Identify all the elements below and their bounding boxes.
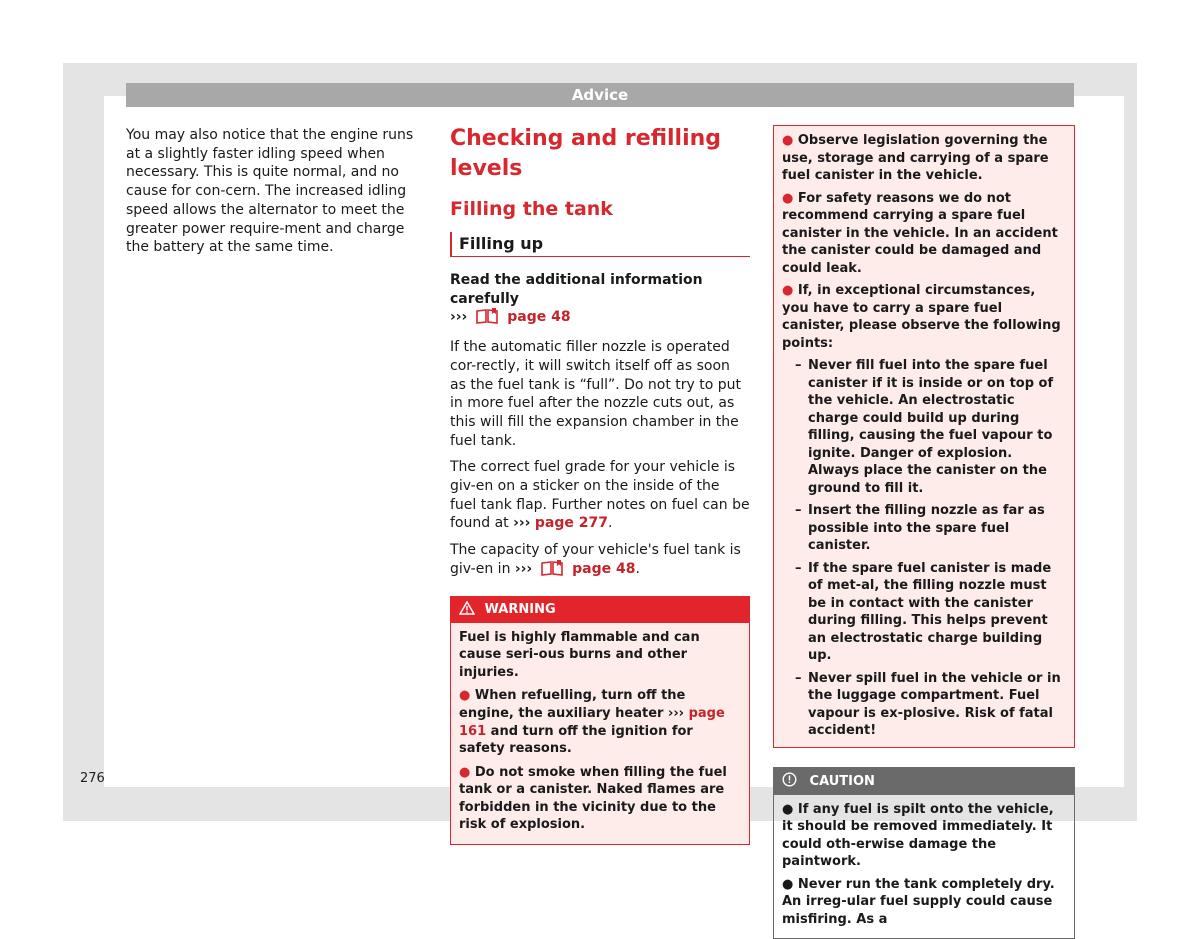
warning-item-text: If, in exceptional circumstances, you have to carry a spare fuel canister, please observe the following points: xyxy=(782,283,1061,351)
capacity-paragraph xyxy=(450,541,750,581)
subsection-heading: Filling up xyxy=(450,232,750,257)
section-heading: Filling the tank xyxy=(450,198,613,220)
bullet-icon: ● xyxy=(782,283,794,298)
read-more-block xyxy=(450,271,750,330)
dash-marker: – xyxy=(795,503,802,518)
warning-bullet xyxy=(782,132,1066,185)
warning-body xyxy=(451,623,749,845)
warning-bullet-text: When refuelling, turn off the engine, the auxiliary heater xyxy=(459,688,686,721)
left-column xyxy=(126,126,422,265)
warning-subitem xyxy=(782,560,1066,665)
bullet-icon: ● xyxy=(782,133,794,148)
warning-box xyxy=(450,596,750,846)
fuel-grade-text: The correct fuel grade for your vehicle is giv-en on a sticker on the inside of the fuel tank flap. Further notes on fuel can be found at xyxy=(450,459,750,532)
book-reference-icon xyxy=(540,560,564,582)
bullet-icon: ● xyxy=(782,801,794,817)
caution-title: CAUTION xyxy=(809,773,875,789)
warning-bullet-text: Do not smoke when filling the fuel tank or a canister. Naked flames are forbidden in the vicinity due to the risk of explosion. xyxy=(459,764,727,833)
warning-header xyxy=(451,597,749,623)
caution-box xyxy=(773,767,1075,939)
bullet-icon: ● xyxy=(459,688,471,704)
warning-subitem-text: Never spill fuel in the vehicle or in the luggage compartment. Fuel vapour is ex-plosive. Risk of fatal accident! xyxy=(808,670,1061,738)
read-more-link[interactable]: page 48 xyxy=(507,309,571,326)
reference-arrows: ››› xyxy=(513,515,531,532)
reference-arrows: ››› xyxy=(450,309,468,326)
chapter-heading: Checking and refilling levels xyxy=(450,126,722,181)
bullet-icon: ● xyxy=(782,190,794,206)
right-column xyxy=(773,125,1075,939)
nozzle-paragraph: If the automatic filler nozzle is operated cor-rectly, it will switch itself off as soon as the fuel tank is “full”. Do not try to put in more fuel after the nozzle cuts out, as this will fill the expansion chamber in the fuel tank. xyxy=(450,339,742,449)
caution-header xyxy=(774,768,1074,795)
dash-marker: – xyxy=(795,670,802,686)
warning-subitem-text: Insert the filling nozzle as far as possible into the spare fuel canister. xyxy=(808,503,1045,553)
middle-column xyxy=(450,124,750,845)
reference-arrows: ››› xyxy=(667,705,685,721)
warning-bullet xyxy=(459,764,741,834)
warning-item-text: Observe legislation governing the use, storage and carrying of a spare fuel canister in the vehicle. xyxy=(782,133,1049,183)
warning-bullet xyxy=(459,687,741,757)
caution-body xyxy=(774,795,1074,938)
bullet-icon: ● xyxy=(782,876,794,892)
fuel-grade-paragraph xyxy=(450,458,750,533)
section-header: Advice xyxy=(126,83,1074,107)
warning-item-text: For safety reasons we do not recommend carrying a spare fuel canister in the vehicle. In an accident the canister could be damaged and could leak. xyxy=(782,190,1058,276)
punctuation: . xyxy=(607,515,613,532)
warning-subitem xyxy=(782,357,1066,497)
caution-item-text: If any fuel is spilt onto the vehicle, it should be removed immediately. It could oth-erwise damage the paintwork. xyxy=(782,801,1054,870)
warning-continuation-box xyxy=(773,125,1075,748)
warning-subitem-text: Never fill fuel into the spare fuel canister if it is inside or on top of the vehicle. An electrostatic charge could build up during filling, causing the fuel vapour to ignite. Danger of explosion. Always place the canister on the ground to fill it. xyxy=(808,358,1054,496)
capacity-text: The capacity of your vehicle's fuel tank is giv-en in xyxy=(450,542,741,577)
dash-marker: – xyxy=(795,560,802,576)
warning-bullet xyxy=(782,282,1066,352)
dash-marker: – xyxy=(795,358,802,373)
warning-subitem-text: If the spare fuel canister is made of met-al, the filling nozzle must be in contact with the canister during filling. This helps prevent an electrostatic charge building up. xyxy=(808,560,1052,663)
read-more-text: Read the additional information carefully xyxy=(450,272,703,307)
page-number: 276 xyxy=(80,771,105,786)
punctuation: . xyxy=(635,560,640,577)
left-paragraph: You may also notice that the engine runs at a slightly faster idling speed when necessary. This is quite normal, and no cause for con-cern. The increased idling speed allows the alternator to meet the greater power require-ment and charge the battery at the same time. xyxy=(126,127,414,256)
fuel-page-link[interactable]: page 277 xyxy=(534,515,608,532)
book-reference-icon xyxy=(475,308,499,330)
warning-bullet-text: and turn off the ignition for safety reasons. xyxy=(459,723,693,757)
warning-subitem xyxy=(782,670,1066,740)
heater-page-link[interactable]: page 161 xyxy=(459,705,725,739)
caution-circle-icon xyxy=(782,774,810,789)
reference-arrows: ››› xyxy=(514,560,533,577)
capacity-page-link[interactable]: page 48 xyxy=(572,560,636,577)
warning-intro: Fuel is highly flammable and can cause seri-ous burns and other injuries. xyxy=(459,629,700,680)
caution-item-text: Never run the tank completely dry. An irreg-ular fuel supply could cause misfiring. As a xyxy=(782,876,1055,928)
caution-bullet xyxy=(782,801,1066,871)
warning-title: WARNING xyxy=(484,601,556,617)
warning-subitem xyxy=(782,502,1066,555)
warning-bullet xyxy=(782,190,1066,278)
warning-triangle-icon xyxy=(459,602,485,617)
bullet-icon: ● xyxy=(459,764,471,780)
